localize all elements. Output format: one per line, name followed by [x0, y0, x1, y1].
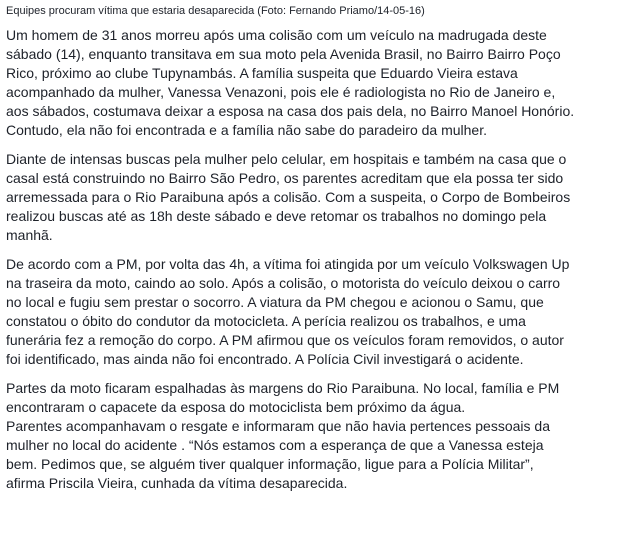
text-line: sábado (14), enquanto transitava em sua moto pela Avenida Brasil, no Bairro Bairro Poço — [6, 46, 561, 62]
text-line: Contudo, ela não foi encontrada e a família não sabe do paradeiro da mulher. — [6, 122, 487, 138]
text-line: Parentes acompanhavam o resgate e informaram que não havia pertences pessoais da — [6, 418, 550, 434]
text-line: mulher no local do acidente . “Nós estamos com a esperança de que a Vanessa esteja — [6, 437, 544, 453]
text-line: manhã. — [6, 227, 53, 243]
text-line: Partes da moto ficaram espalhadas às margens do Rio Paraibuna. No local, família e PM — [6, 380, 560, 396]
text-line: De acordo com a PM, por volta das 4h, a vítima foi atingida por um veículo Volkswagen Up — [6, 256, 570, 272]
text-line: realizou buscas até as 18h deste sábado e deve retomar os trabalhos no domingo pela — [6, 208, 547, 224]
text-line: Diante de intensas buscas pela mulher pelo celular, em hospitais e também na casa que o — [6, 151, 567, 167]
text-line: foi identificado, mas ainda não foi encontrado. A Polícia Civil investigará o acidente. — [6, 351, 524, 367]
article-body — [6, 26, 638, 503]
article-paragraph — [6, 379, 638, 493]
photo-caption: Equipes procuram vítima que estaria desaparecida (Foto: Fernando Priamo/14-05-16) — [6, 5, 425, 17]
text-line: afirma Priscila Vieira, cunhada da vítima desaparecida. — [6, 475, 348, 491]
text-line: Um homem de 31 anos morreu após uma colisão com um veículo na madrugada deste — [6, 27, 547, 43]
text-line: Rico, próximo ao clube Tupynambás. A família suspeita que Eduardo Vieira estava — [6, 65, 518, 81]
text-line: aos sábados, costumava deixar a esposa na casa dos pais dela, no Bairro Manoel Honório. — [6, 103, 575, 119]
text-line: acompanhado da mulher, Vanessa Venazoni, pois ele é radiologista no Rio de Janeiro e, — [6, 84, 556, 100]
text-line: arremessada para o Rio Paraibuna após a colisão. Com a suspeita, o Corpo de Bombeiros — [6, 189, 571, 205]
text-line: bem. Pedimos que, se alguém tiver qualquer informação, ligue para a Polícia Militar”, — [6, 456, 534, 472]
text-line: no local e fugiu sem prestar o socorro. A viatura da PM chegou e acionou o Samu, que — [6, 294, 544, 310]
text-line: casal está construindo no Bairro São Pedro, os parentes acreditam que ela possa ter sido — [6, 170, 564, 186]
text-line: constatou o óbito do condutor da motocicleta. A perícia realizou os trabalhos, e uma — [6, 313, 526, 329]
text-line: encontraram o capacete da esposa do motociclista bem próximo da água. — [6, 399, 466, 415]
text-line: funerária fez a remoção do corpo. A PM afirmou que os veículos foram removidos, o autor — [6, 332, 564, 348]
text-line: na traseira da moto, caindo ao solo. Após a colisão, o motorista do veículo deixou o carro — [6, 275, 561, 291]
article-paragraph — [6, 255, 638, 369]
article-paragraph — [6, 26, 638, 140]
article-paragraph — [6, 150, 638, 245]
